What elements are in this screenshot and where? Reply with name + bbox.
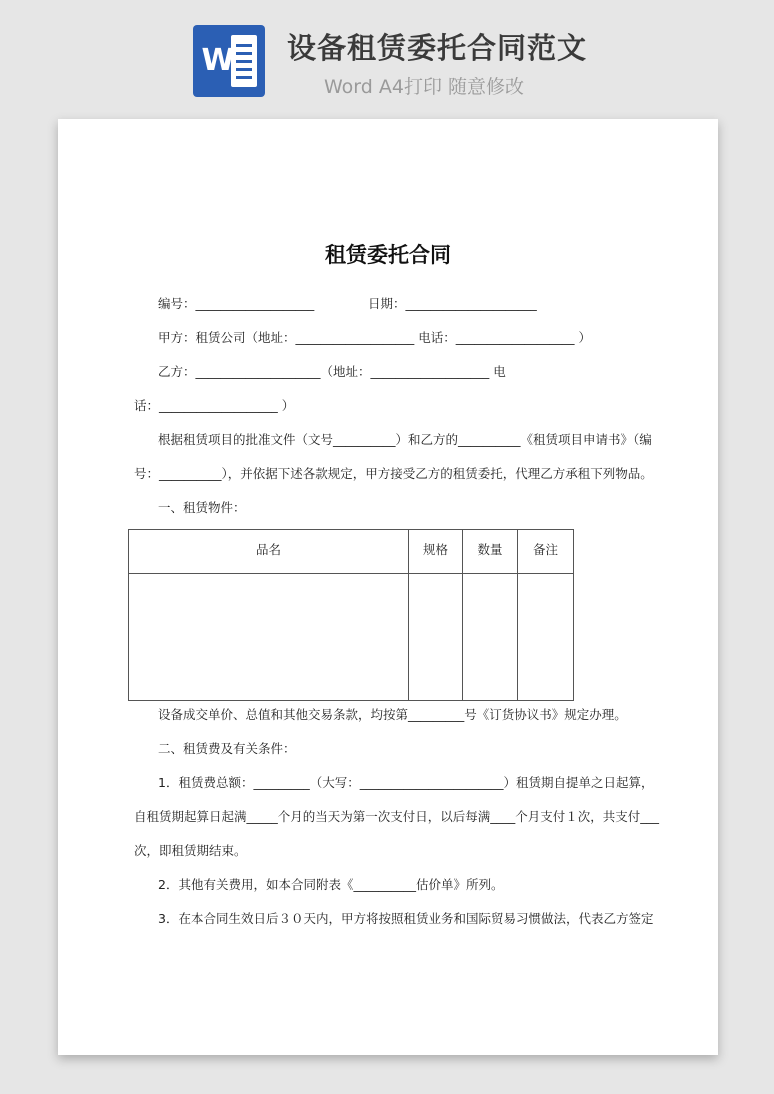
date-line: 日期：_____________________ xyxy=(368,296,537,311)
paragraph-basis-1: 根据租赁项目的批准文件（文号__________）和乙方的__________《租赁项目申请书》（编 xyxy=(158,432,652,447)
table-header-spec: 规格 xyxy=(422,542,448,557)
contract-number-line: 编号：___________________ xyxy=(158,296,315,311)
section-1-heading: 一、租赁物件： xyxy=(158,500,246,515)
party-b-phone-line: 话：___________________ ） xyxy=(134,398,295,413)
document-page xyxy=(58,119,718,1055)
table-header-quantity: 数量 xyxy=(477,542,503,557)
table-header-name: 品名 xyxy=(255,542,281,557)
lease-items-table xyxy=(128,529,574,701)
paragraph-basis-2: 号：__________），并依据下述各款规定，甲方接受乙方的租赁委托，代理乙方承租下列物品。 xyxy=(134,466,653,481)
party-a-line: 甲方：租赁公司（地址：___________________ 电话：___________________ ） xyxy=(158,330,591,345)
clause-1-line-2: 自租赁期起算日起满_____个月的当天为第一次支付日，以后每满____个月支付１次，共支付___ xyxy=(134,809,660,824)
document-title: 租赁委托合同 xyxy=(325,243,451,267)
word-logo-letter: W xyxy=(201,43,235,78)
clause-1-line-1: 1．租赁费总额：_________（大写：_______________________）租赁期自提单之日起算， xyxy=(158,775,654,790)
header xyxy=(0,0,774,118)
table-header-remarks: 备注 xyxy=(532,542,558,557)
header-subtitle: Word A4打印 随意修改 xyxy=(324,76,525,98)
header-title: 设备租赁委托合同范文 xyxy=(287,31,588,65)
word-logo-icon xyxy=(193,25,265,97)
clause-3: 3．在本合同生效日后３０天内，甲方将按照租赁业务和国际贸易习惯做法，代表乙方签定 xyxy=(158,911,654,926)
clause-1-line-3: 次，即租赁期结束。 xyxy=(134,843,247,858)
section-2-heading: 二、租赁费及有关条件： xyxy=(158,741,296,756)
party-b-line: 乙方：____________________（地址：___________________ 电 xyxy=(158,364,506,379)
clause-2: 2．其他有关费用，如本合同附表《__________估价单》所列。 xyxy=(158,877,504,892)
paragraph-terms: 设备成交单价、总值和其他交易条款，均按第_________号《订货协议书》规定办理。 xyxy=(158,707,627,722)
